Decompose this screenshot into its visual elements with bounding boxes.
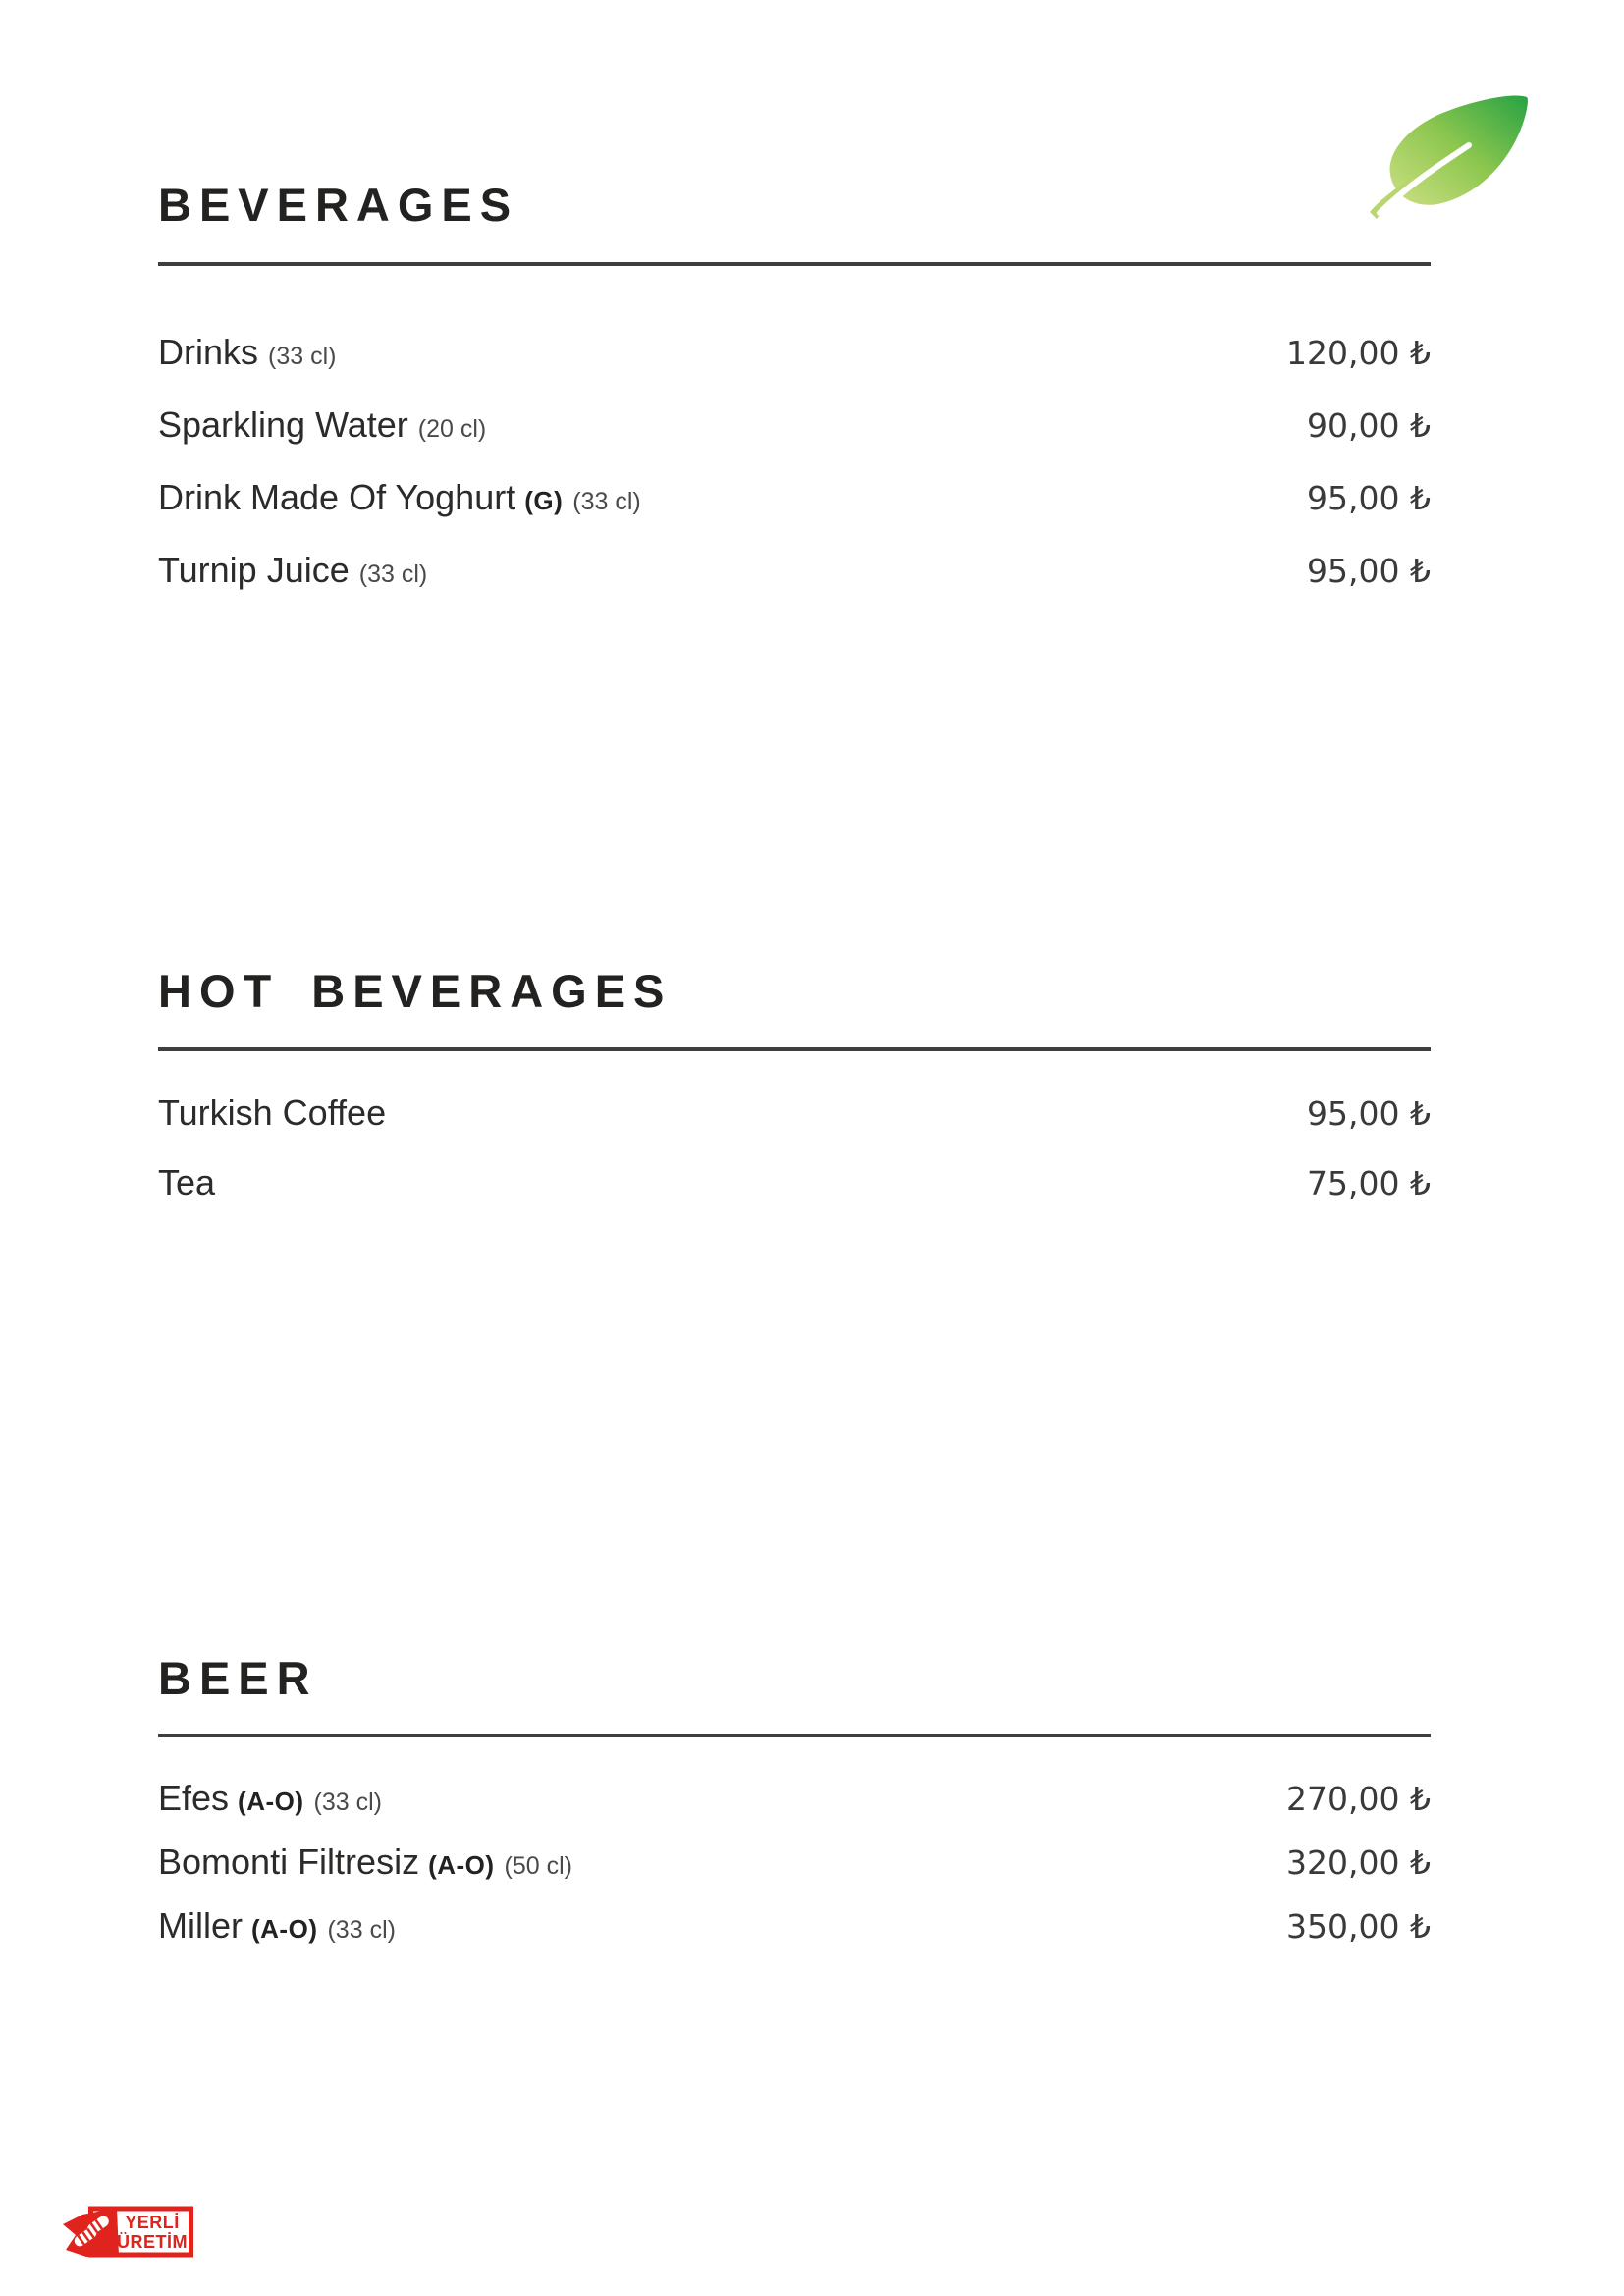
- badge-line1: YERLİ: [125, 2213, 180, 2232]
- item-name: Drinks: [158, 332, 259, 372]
- menu-item-row: [158, 331, 1431, 382]
- menu-list: [158, 331, 1431, 600]
- item-label: [158, 1777, 382, 1828]
- item-label: [158, 1841, 572, 1892]
- item-name: Bomonti Filtresiz: [158, 1842, 420, 1882]
- local-production-badge: [61, 2206, 194, 2258]
- item-name: Efes: [158, 1778, 230, 1818]
- item-name: Drink Made Of Yoghurt: [158, 477, 516, 517]
- section-title: HOT BEVERAGES: [158, 965, 673, 1017]
- item-name: Turnip Juice: [158, 550, 350, 590]
- item-size: (33 cl): [572, 488, 641, 515]
- section-beverages: [158, 180, 1431, 621]
- item-price: 270,00 ₺: [1286, 1780, 1431, 1818]
- item-size: (33 cl): [327, 1916, 396, 1944]
- item-label: [158, 1904, 396, 1955]
- item-label: [158, 1161, 215, 1212]
- menu-item-row: [158, 1777, 1431, 1828]
- item-price: 90,00 ₺: [1307, 406, 1431, 445]
- section-title: BEVERAGES: [158, 179, 519, 231]
- menu-item-row: [158, 1841, 1431, 1892]
- item-label: [158, 1092, 386, 1143]
- item-price: 350,00 ₺: [1286, 1907, 1431, 1946]
- item-price: 95,00 ₺: [1307, 479, 1431, 517]
- item-size: (33 cl): [358, 561, 428, 588]
- section-beer: [158, 1653, 1431, 1968]
- menu-item-row: [158, 1161, 1431, 1212]
- item-price: 320,00 ₺: [1286, 1843, 1431, 1882]
- item-allergen: (A-O): [238, 1787, 304, 1816]
- menu-list: [158, 1777, 1431, 1955]
- item-label: [158, 331, 336, 382]
- badge-text: [116, 2213, 189, 2252]
- item-allergen: (A-O): [428, 1850, 495, 1880]
- item-size: (33 cl): [268, 343, 337, 370]
- item-size: (20 cl): [417, 415, 487, 443]
- item-label: [158, 403, 486, 454]
- item-name: Turkish Coffee: [158, 1093, 387, 1133]
- menu-item-row: [158, 476, 1431, 527]
- badge-line2: ÜRETİM: [117, 2232, 188, 2252]
- item-label: [158, 549, 427, 600]
- section-divider: [158, 1734, 1431, 1737]
- item-size: (33 cl): [313, 1789, 382, 1816]
- section-title: BEER: [158, 1652, 318, 1704]
- item-price: 95,00 ₺: [1307, 552, 1431, 590]
- item-name: Miller: [158, 1905, 243, 1946]
- item-allergen: (G): [524, 486, 564, 515]
- item-label: [158, 476, 641, 527]
- item-price: 120,00 ₺: [1286, 334, 1431, 372]
- menu-item-row: [158, 549, 1431, 600]
- menu-item-row: [158, 403, 1431, 454]
- section-divider: [158, 262, 1431, 266]
- section-divider: [158, 1047, 1431, 1051]
- item-allergen: (A-O): [251, 1914, 318, 1944]
- item-name: Tea: [158, 1162, 216, 1202]
- item-price: 75,00 ₺: [1307, 1164, 1431, 1202]
- menu-item-row: [158, 1904, 1431, 1955]
- menu-item-row: [158, 1092, 1431, 1143]
- item-name: Sparkling Water: [158, 404, 408, 445]
- item-size: (50 cl): [504, 1852, 573, 1880]
- menu-list: [158, 1092, 1431, 1212]
- item-price: 95,00 ₺: [1307, 1095, 1431, 1133]
- section-hot-beverages: [158, 966, 1431, 1231]
